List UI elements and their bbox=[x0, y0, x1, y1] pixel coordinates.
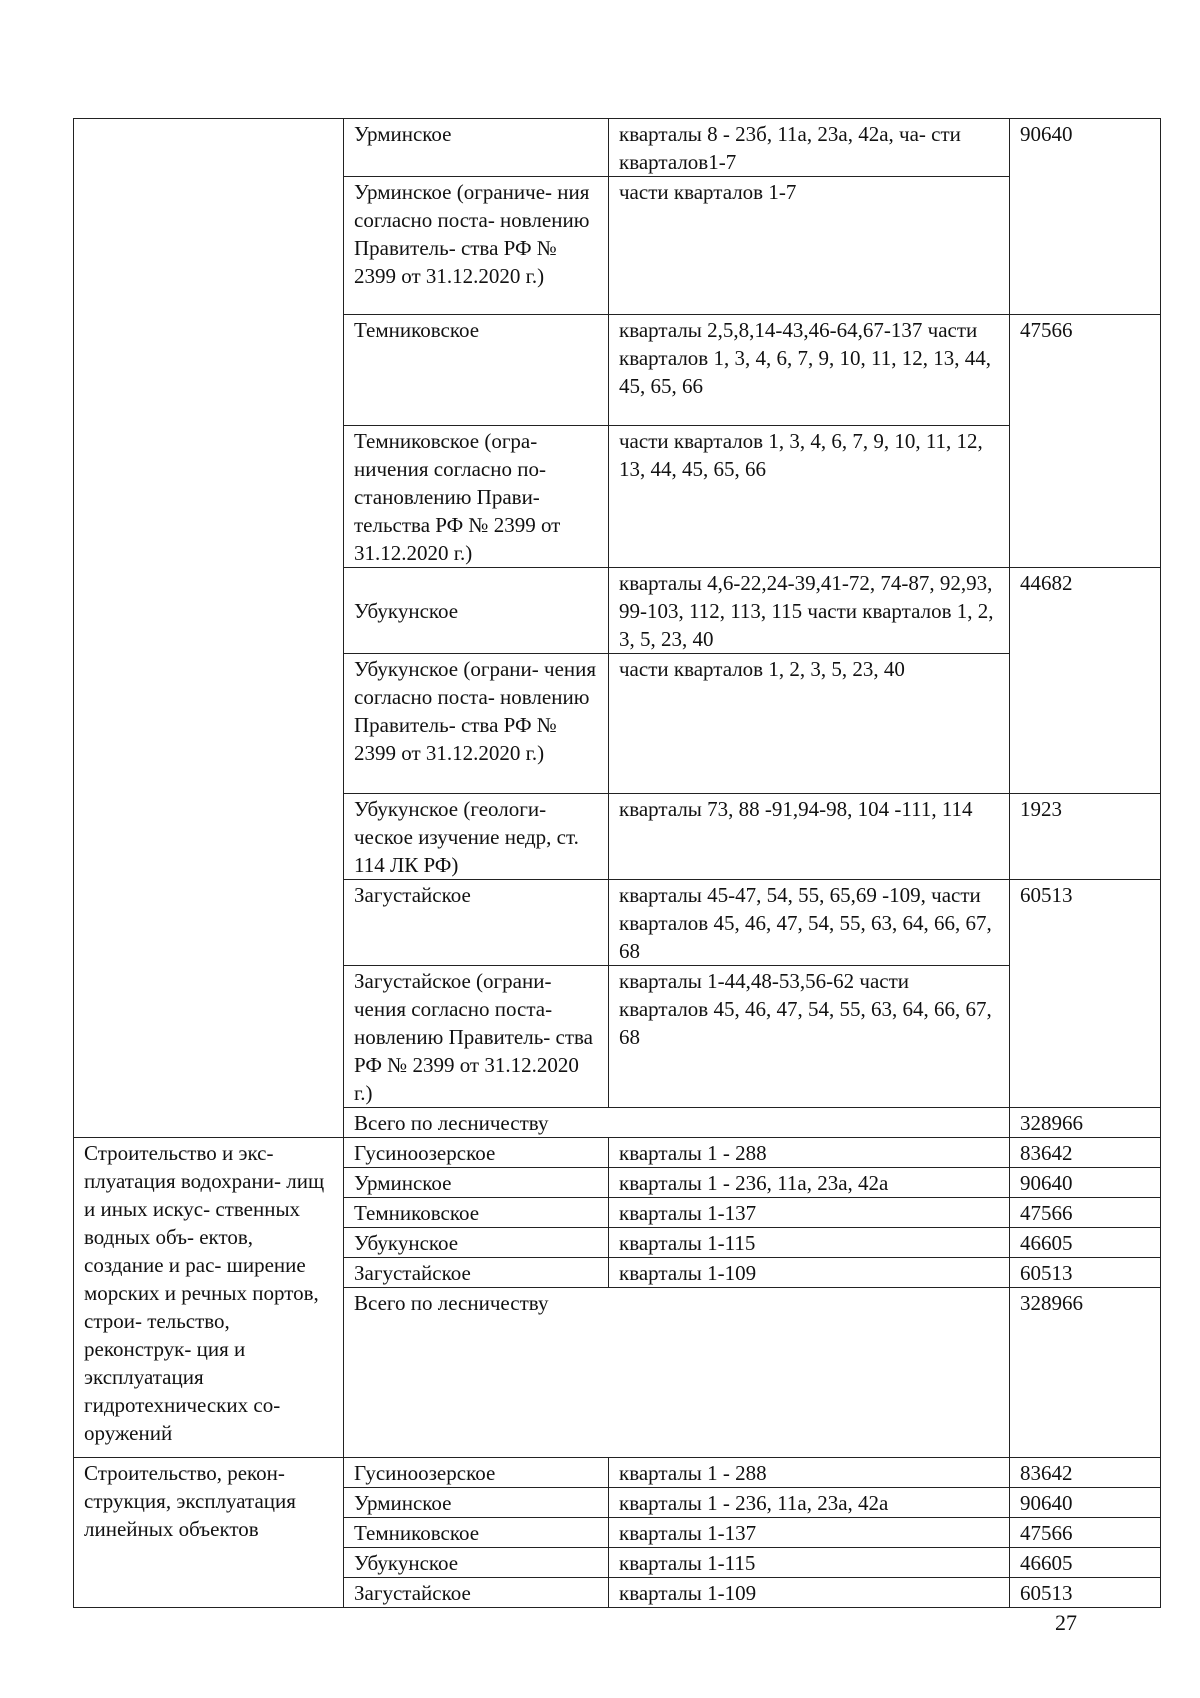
quarters-cell: кварталы 45-47, 54, 55, 65,69 -109, части кварталов 45, 46, 47, 54, 55, 63, 64, 66, 67, 68 bbox=[609, 880, 1010, 966]
district-name: Загустайское bbox=[344, 1578, 609, 1608]
area-cell: 60513 bbox=[1010, 1258, 1161, 1288]
area-cell: 60513 bbox=[1010, 880, 1161, 1108]
area-cell: 83642 bbox=[1010, 1458, 1161, 1488]
district-name: Убукунское bbox=[344, 568, 609, 654]
district-name: Убукунское bbox=[344, 1548, 609, 1578]
district-name: Гусиноозерское bbox=[344, 1138, 609, 1168]
quarters-cell: кварталы 4,6-22,24-39,41-72, 74-87, 92,93, 99-103, 112, 113, 115 части кварталов 1, 2, 3, 5, 23, 40 bbox=[609, 568, 1010, 654]
area-cell: 47566 bbox=[1010, 315, 1161, 568]
total-value: 328966 bbox=[1010, 1288, 1161, 1458]
purpose-cell: Строительство, рекон- струкция, эксплуатация линейных объектов bbox=[74, 1458, 344, 1608]
area-cell: 46605 bbox=[1010, 1548, 1161, 1578]
quarters-cell: кварталы 1 - 288 bbox=[609, 1138, 1010, 1168]
quarters-cell: кварталы 1-137 bbox=[609, 1198, 1010, 1228]
quarters-cell: кварталы 1-137 bbox=[609, 1518, 1010, 1548]
area-cell: 1923 bbox=[1010, 794, 1161, 880]
district-name: Убукунское bbox=[344, 1228, 609, 1258]
total-value: 328966 bbox=[1010, 1108, 1161, 1138]
purpose-cell-empty bbox=[74, 119, 344, 1138]
district-name: Загустайское (ограни- чения согласно поста- новлению Правитель- ства РФ № 2399 от 31.12.2020 г.) bbox=[344, 966, 609, 1108]
district-name: Урминское (ограниче- ния согласно поста- новлению Правитель- ства РФ № 2399 от 31.12.2020 г.) bbox=[344, 177, 609, 315]
district-name: Темниковское bbox=[344, 315, 609, 426]
area-cell: 83642 bbox=[1010, 1138, 1161, 1168]
total-label: Всего по лесничеству bbox=[344, 1288, 1010, 1458]
quarters-cell: части кварталов 1, 3, 4, 6, 7, 9, 10, 11, 12, 13, 44, 45, 65, 66 bbox=[609, 426, 1010, 568]
district-name: Гусиноозерское bbox=[344, 1458, 609, 1488]
forestry-table bbox=[73, 118, 1161, 1608]
area-cell: 46605 bbox=[1010, 1228, 1161, 1258]
district-name: Темниковское bbox=[344, 1518, 609, 1548]
quarters-cell: кварталы 1 - 236, 11а, 23а, 42а bbox=[609, 1488, 1010, 1518]
quarters-cell: кварталы 1-44,48-53,56-62 части кварталов 45, 46, 47, 54, 55, 63, 64, 66, 67, 68 bbox=[609, 966, 1010, 1108]
document-page bbox=[73, 118, 1160, 1608]
area-cell: 90640 bbox=[1010, 119, 1161, 315]
area-cell: 47566 bbox=[1010, 1198, 1161, 1228]
quarters-cell: кварталы 1-109 bbox=[609, 1258, 1010, 1288]
district-name: Урминское bbox=[344, 1168, 609, 1198]
area-cell: 44682 bbox=[1010, 568, 1161, 794]
district-name: Загустайское bbox=[344, 880, 609, 966]
quarters-cell: кварталы 1-115 bbox=[609, 1228, 1010, 1258]
quarters-cell: части кварталов 1, 2, 3, 5, 23, 40 bbox=[609, 654, 1010, 794]
district-name: Убукунское (геологи- ческое изучение недр, ст. 114 ЛК РФ) bbox=[344, 794, 609, 880]
district-name: Загустайское bbox=[344, 1258, 609, 1288]
district-name: Урминское bbox=[344, 119, 609, 177]
area-cell: 60513 bbox=[1010, 1578, 1161, 1608]
quarters-cell: кварталы 1 - 288 bbox=[609, 1458, 1010, 1488]
quarters-cell: кварталы 73, 88 -91,94-98, 104 -111, 114 bbox=[609, 794, 1010, 880]
district-name: Убукунское (ограни- чения согласно поста- новлению Правитель- ства РФ № 2399 от 31.12.2020 г.) bbox=[344, 654, 609, 794]
quarters-cell: кварталы 8 - 23б, 11а, 23а, 42а, ча- сти кварталов1-7 bbox=[609, 119, 1010, 177]
area-cell: 90640 bbox=[1010, 1488, 1161, 1518]
total-label: Всего по лесничеству bbox=[344, 1108, 1010, 1138]
quarters-cell: кварталы 1-109 bbox=[609, 1578, 1010, 1608]
purpose-cell: Строительство и экс- плуатация водохрани- лищ и иных искус- ственных водных объ- ектов, создание и рас- ширение морских и речных портов, строи- тельство, реконструк- ция и эксплуатация гидротехнических со- оружений bbox=[74, 1138, 344, 1458]
area-cell: 90640 bbox=[1010, 1168, 1161, 1198]
table-row bbox=[74, 1458, 1161, 1488]
area-cell: 47566 bbox=[1010, 1518, 1161, 1548]
quarters-cell: части кварталов 1-7 bbox=[609, 177, 1010, 315]
quarters-cell: кварталы 1-115 bbox=[609, 1548, 1010, 1578]
quarters-cell: кварталы 1 - 236, 11а, 23а, 42а bbox=[609, 1168, 1010, 1198]
district-name: Урминское bbox=[344, 1488, 609, 1518]
table-row bbox=[74, 119, 1161, 177]
district-name: Темниковское bbox=[344, 1198, 609, 1228]
page-number: 27 bbox=[1055, 1610, 1077, 1635]
table-row bbox=[74, 1138, 1161, 1168]
quarters-cell: кварталы 2,5,8,14-43,46-64,67-137 части кварталов 1, 3, 4, 6, 7, 9, 10, 11, 12, 13, 44, 45, 65, 66 bbox=[609, 315, 1010, 426]
district-name: Темниковское (огра- ничения согласно по- становлению Прави- тельства РФ № 2399 от 31.12.2020 г.) bbox=[344, 426, 609, 568]
